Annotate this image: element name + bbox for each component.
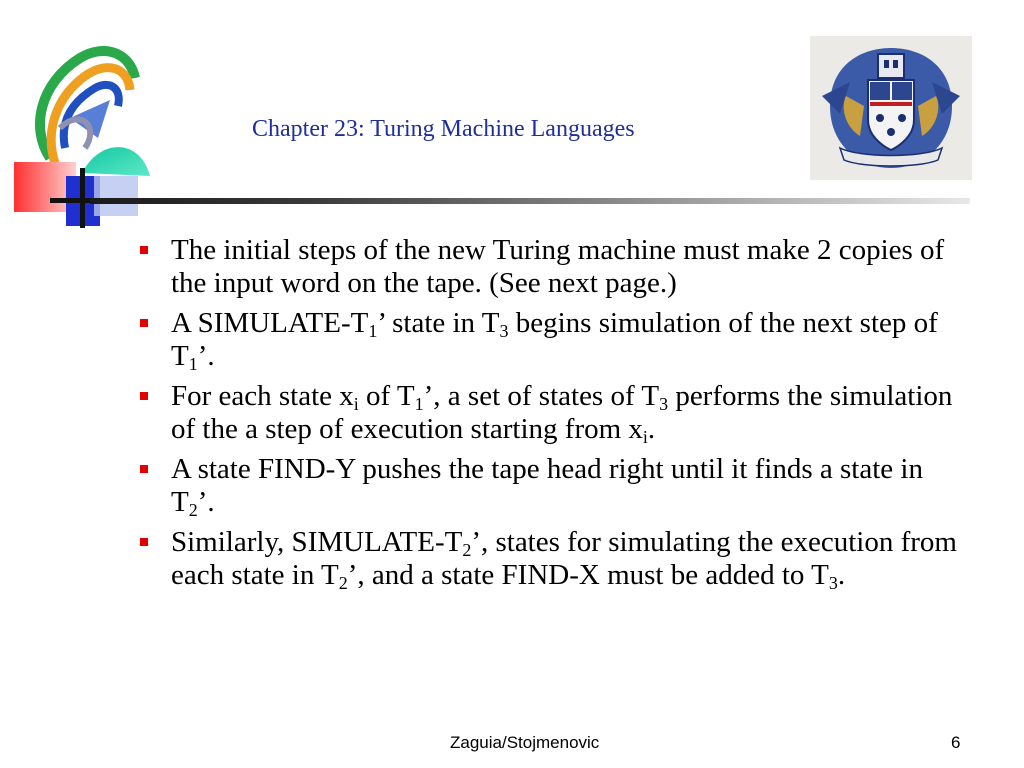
bullet-text: A state FIND-Y pushes the tape head right until it finds a state in T xyxy=(171,453,923,518)
bullet-text: ’, and a state FIND-X must be added to T xyxy=(347,559,829,591)
bullet-item xyxy=(140,453,960,519)
bullet-text: performs the simulation of the a step of execution starting from x xyxy=(171,380,953,445)
bullet-marker-icon xyxy=(140,319,148,327)
bullet-subscript: 3 xyxy=(499,321,509,341)
bullet-marker-icon xyxy=(140,465,148,473)
bullet-text: begins simulation of the next step of T xyxy=(171,307,938,372)
bullet-text: Similarly, SIMULATE-T xyxy=(171,526,463,558)
bullet-text: For each state x xyxy=(171,380,354,412)
bullet-subscript: 1 xyxy=(414,394,424,414)
bullet-subscript: i xyxy=(642,427,648,447)
bullet-subscript: 1 xyxy=(188,354,198,374)
university-crest-icon xyxy=(810,36,972,180)
bullet-text: ’ state in T xyxy=(377,307,500,339)
bullet-subscript: 2 xyxy=(188,500,198,520)
bullet-subscript: 3 xyxy=(659,394,669,414)
bullet-text: of T xyxy=(358,380,415,412)
bullet-item xyxy=(140,380,960,446)
bullet-text: The initial steps of the new Turing machine must make 2 copies of the input word on the tape. (See next page.) xyxy=(171,234,945,299)
bullet-item xyxy=(140,307,960,373)
bullet-item xyxy=(140,234,960,300)
bullet-subscript: 3 xyxy=(828,573,838,593)
bullet-marker-icon xyxy=(140,246,148,254)
bullet-text: ’. xyxy=(197,340,215,372)
bullet-text: A SIMULATE-T xyxy=(171,307,369,339)
bullet-marker-icon xyxy=(140,392,148,400)
bullet-subscript: i xyxy=(353,394,359,414)
page-number: 6 xyxy=(951,733,961,752)
slide-title: Chapter 23: Turing Machine Languages xyxy=(252,116,635,142)
bullet-text: . xyxy=(647,413,656,445)
title-divider xyxy=(90,198,970,204)
footer-author: Zaguia/Stojmenovic xyxy=(450,733,600,752)
bullet-text: ’, a set of states of T xyxy=(423,380,660,412)
bullet-text: . xyxy=(837,559,846,591)
bullet-subscript: 2 xyxy=(338,573,348,593)
bullet-marker-icon xyxy=(140,538,148,546)
bullet-text: ’. xyxy=(197,486,215,518)
bullet-subscript: 2 xyxy=(462,540,472,560)
bullet-text: ’, states for simulating the execution from each state in T xyxy=(171,526,957,591)
bullet-item xyxy=(140,526,960,592)
bullet-subscript: 1 xyxy=(368,321,378,341)
bullet-list xyxy=(140,234,960,599)
